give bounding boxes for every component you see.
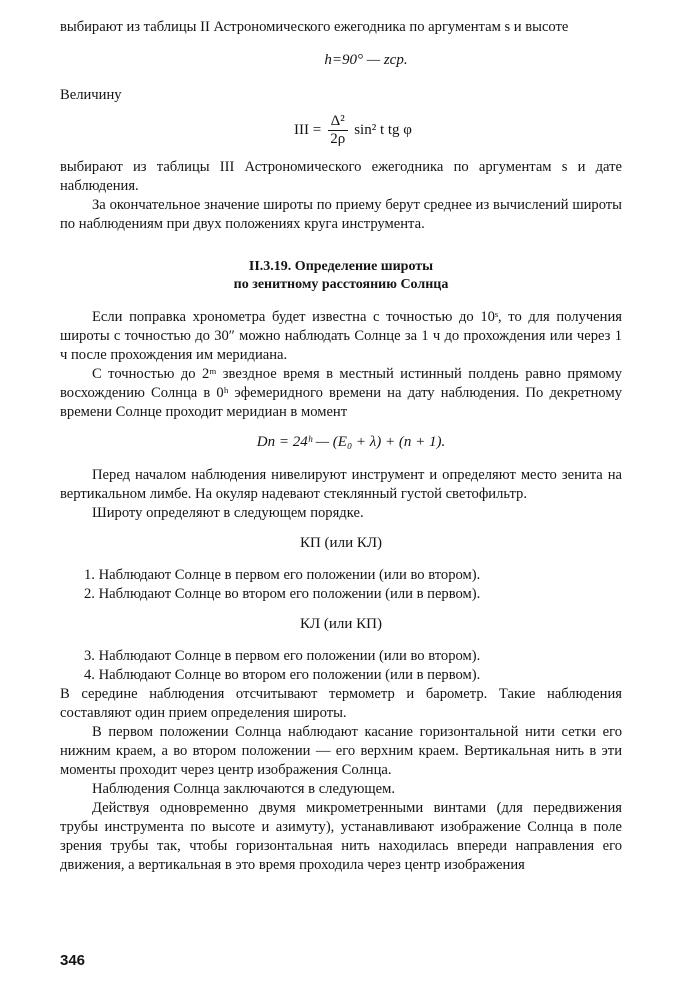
list-item: 1. Наблюдают Солнце в первом его положении (или во втором). [84,567,481,583]
paragraph-8: Действуя одновременно двумя микрометренными винтами (для передвижения трубы инструмента по высоте и азимуту), устанавливают изображение Солнца в поле зрения трубы так, чтобы горизонтальная нить находилась впереди направления его движения, а вертикальная в это время проходила через центр изображения [60,800,622,873]
section-title: II.3.19. Определение широты [248,259,434,274]
page-number: 346 [60,952,86,969]
paragraph-3: Перед началом наблюдения нивелируют инструмент и определяют место зенита на вертикальном лимбе. На окуляр надевают стеклянный густой светофильтр. [60,467,622,502]
section-subtitle: по зенитному расстоянию Солнца [233,277,449,292]
formula-iii-denominator: 2ρ [330,131,346,147]
paragraph-4: Широту определяют в следующем порядке. [92,505,364,521]
label-kl: КЛ (или КП) [299,616,383,632]
paragraph-iii: выбирают из таблицы III Астрономического ежегодника по аргументам s и дате наблюдения. [60,159,622,194]
paragraph-6: В первом положении Солнца наблюдают касание горизонтальной нити сетки его нижним краем, а во втором положении — его верхним краем. Вертикальная нить в эти моменты проходит через центр изображения Солнца. [60,724,622,778]
formula-iii-lhs: III = [294,122,322,138]
list-item: 2. Наблюдают Солнце во втором его положении (или в первом). [84,586,481,602]
paragraph-5: В середине наблюдения отсчитывают термометр и барометр. Такие наблюдения составляют один прием определения широты. [60,686,622,721]
formula-dn: Dn = 24ʰ — (E₀ + λ) + (n + 1). [256,434,446,450]
formula-iii-numerator: Δ² [328,113,348,131]
formula-h: h=90° — zср. [324,52,408,68]
formula-iii-rhs: sin² t tg φ [354,122,412,138]
label-kp: КП (или КЛ) [299,535,383,551]
paragraph-top: выбирают из таблицы II Астрономического ежегодника по аргументам s и высоте [60,19,569,35]
list-item: 4. Наблюдают Солнце во втором его положении (или в первом). [84,667,481,683]
paragraph-1: Если поправка хронометра будет известна с точностью до 10ˢ, то для получения широты с точностью до 30″ можно наблюдать Солнце за 1 ч до прохождения или через 1 ч после прохождения им меридиана. [60,309,622,363]
page-body [60,18,622,875]
paragraph-2: С точностью до 2ᵐ звездное время в местный истинный полдень равно прямому восхождению Солнца в 0ʰ эфемеридного времени на дату наблюдения. По декретному времени Солнце проходит меридиан в момент [60,366,622,420]
list-item: 3. Наблюдают Солнце в первом его положении (или во втором). [84,648,481,664]
section-heading [60,258,622,294]
label-value: Величину [60,87,122,103]
paragraph-7: Наблюдения Солнца заключаются в следующем. [92,781,395,797]
formula-iii [84,113,622,148]
paragraph-final: За окончательное значение широты по приему берут среднее из вычислений широты по наблюдениям при двух положениях круга инструмента. [60,197,622,232]
formula-iii-fraction [327,113,348,148]
